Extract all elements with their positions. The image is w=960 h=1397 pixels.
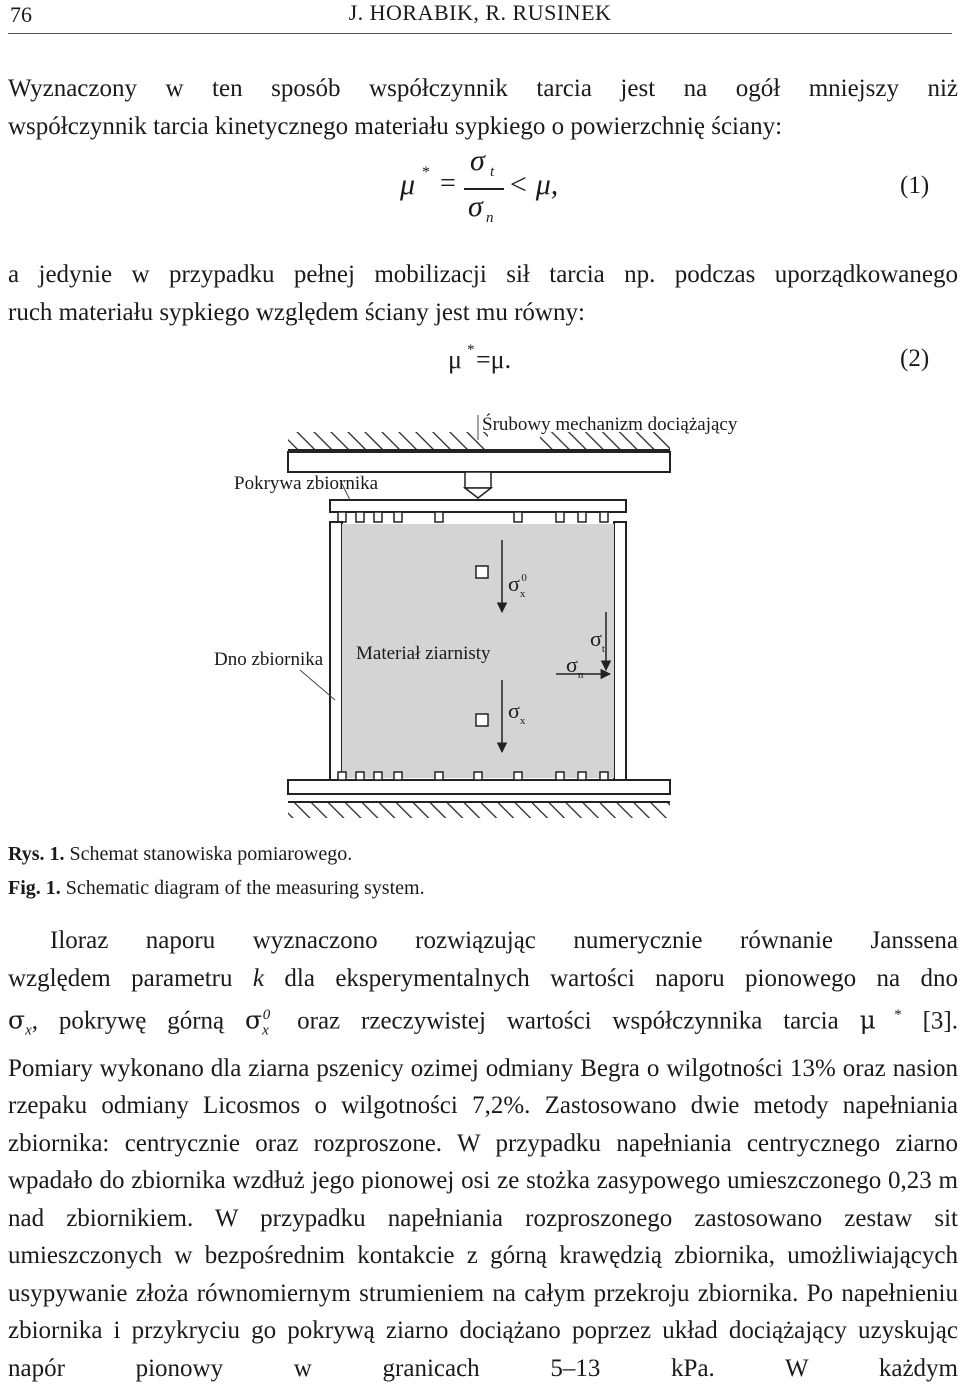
intro-paragraph: [8, 70, 958, 145]
label-granular-material: Materiał ziarnisty: [356, 643, 491, 664]
equation-2: [448, 340, 568, 380]
eq2-star: *: [467, 342, 475, 358]
label-sigma-x0: $\sigma_x^0$: [508, 571, 527, 600]
left-wall: [330, 522, 342, 780]
label-tank-bottom: Dno zbiornika: [214, 649, 324, 670]
header-rule: [8, 33, 952, 34]
body-line-2: względem parametru k dla eksperymentalnych wartości naporu pionowego na dno: [8, 964, 958, 992]
body-rest: Pomiary wykonano dla ziarna pszenicy ozimej odmiany Begra o wilgotności 13% oraz nasion rzepaku odmiany Licosmos o wilgotności 7,2%. Zastosowano dwie metody napełniania zbiornika: centrycznie oraz rozproszone. W przypadku napełniania centrycznego ziarno wpadało do zbiornika wzdłuż jego pionowej osi ze stożka zasypowego umieszczonego 0,23 m nad zbiornikiem. W przypadku napełniania rozproszonego zastosowano zestaw sit umieszczonych w bezpośrednim kontakcie z górną krawędzią zbiornika, umożliwiających usypywanie złoża równomiernym strumieniem na całym przekroju zbiornika. Po napełnieniu zbiornika i przykryciu go pokrywą ziarno dociążano poprzez układ dociążający uzyskując napór pionowy w granicach 5–13 kPa. W każdym: [8, 1054, 958, 1382]
screw-tip: [465, 488, 491, 498]
intro-line-2: współczynnik tarcia kinetycznego materiału sypkiego o powierzchnię ściany:: [8, 112, 783, 140]
loading-beam: [288, 452, 670, 472]
label-sigma-t: $\sigma_t$: [590, 626, 605, 655]
eq1-equals: =: [440, 168, 456, 199]
middle-paragraph: [8, 256, 958, 331]
eq1-mu: μ: [400, 168, 416, 201]
page-header: [0, 0, 960, 30]
caption-polish: Rys. 1. Schemat stanowiska pomiarowego.: [8, 843, 353, 865]
screw-body: [465, 472, 491, 488]
eq1-number: (1): [900, 172, 930, 199]
mid-line-1: a jedynie w przypadku pełnej mobilizacji sił tarcia np. podczas uporządkowanego: [8, 261, 958, 288]
eq1-num-sub: t: [490, 164, 495, 180]
eq2-rhs: =μ.: [476, 345, 512, 374]
body-line-3: $\sigma_x$, pokrywę górną $\sigma_x^0$ oraz rzeczywistej wartości współczynnika tarcia μ * [3].: [8, 1005, 959, 1039]
body-paragraph: [8, 922, 958, 1387]
label-sigma-n: $\sigma_n$: [566, 652, 584, 681]
label-sigma-x: $\sigma_x$: [508, 698, 526, 727]
body-line-1: Iloraz naporu wyznaczono rozwiązując numerycznie równanie Janssena: [50, 927, 958, 954]
floor-hatch: [288, 802, 670, 818]
eq1-star: *: [422, 164, 430, 181]
mid-line-2: ruch materiału sypkiego względem ściany jest mu równy:: [8, 298, 585, 326]
page-number: 76: [10, 2, 32, 27]
tank-lid: [330, 500, 626, 512]
pressure-sensor-upper: [476, 566, 488, 578]
eq1-denominator: σ: [468, 190, 483, 223]
pressure-sensor-lower: [476, 714, 488, 726]
eq1-rhs: < μ,: [508, 168, 559, 201]
intro-line-1: Wyznaczony w ten sposób współczynnik tarcia jest na ogół mniejszy niż: [8, 75, 958, 102]
eq1-numerator: σ: [470, 144, 485, 177]
lid-sensors: [338, 512, 608, 522]
eq2-mu: μ: [448, 345, 462, 374]
equation-1: [400, 144, 620, 230]
label-screw-mechanism: Śrubowy mechanizm dociążający: [482, 414, 738, 435]
tank-bottom: [288, 780, 670, 794]
eq2-number: (2): [900, 345, 930, 372]
measuring-system-diagram: [0, 400, 960, 820]
caption-english: Fig. 1. Schematic diagram of the measuring system.: [8, 877, 425, 899]
right-wall: [614, 522, 626, 780]
label-tank-lid: Pokrywa zbiornika: [234, 473, 379, 494]
figure-caption: [8, 840, 425, 902]
running-head: J. HORABIK, R. RUSINEK: [348, 0, 612, 25]
eq1-den-sub: n: [486, 210, 494, 226]
